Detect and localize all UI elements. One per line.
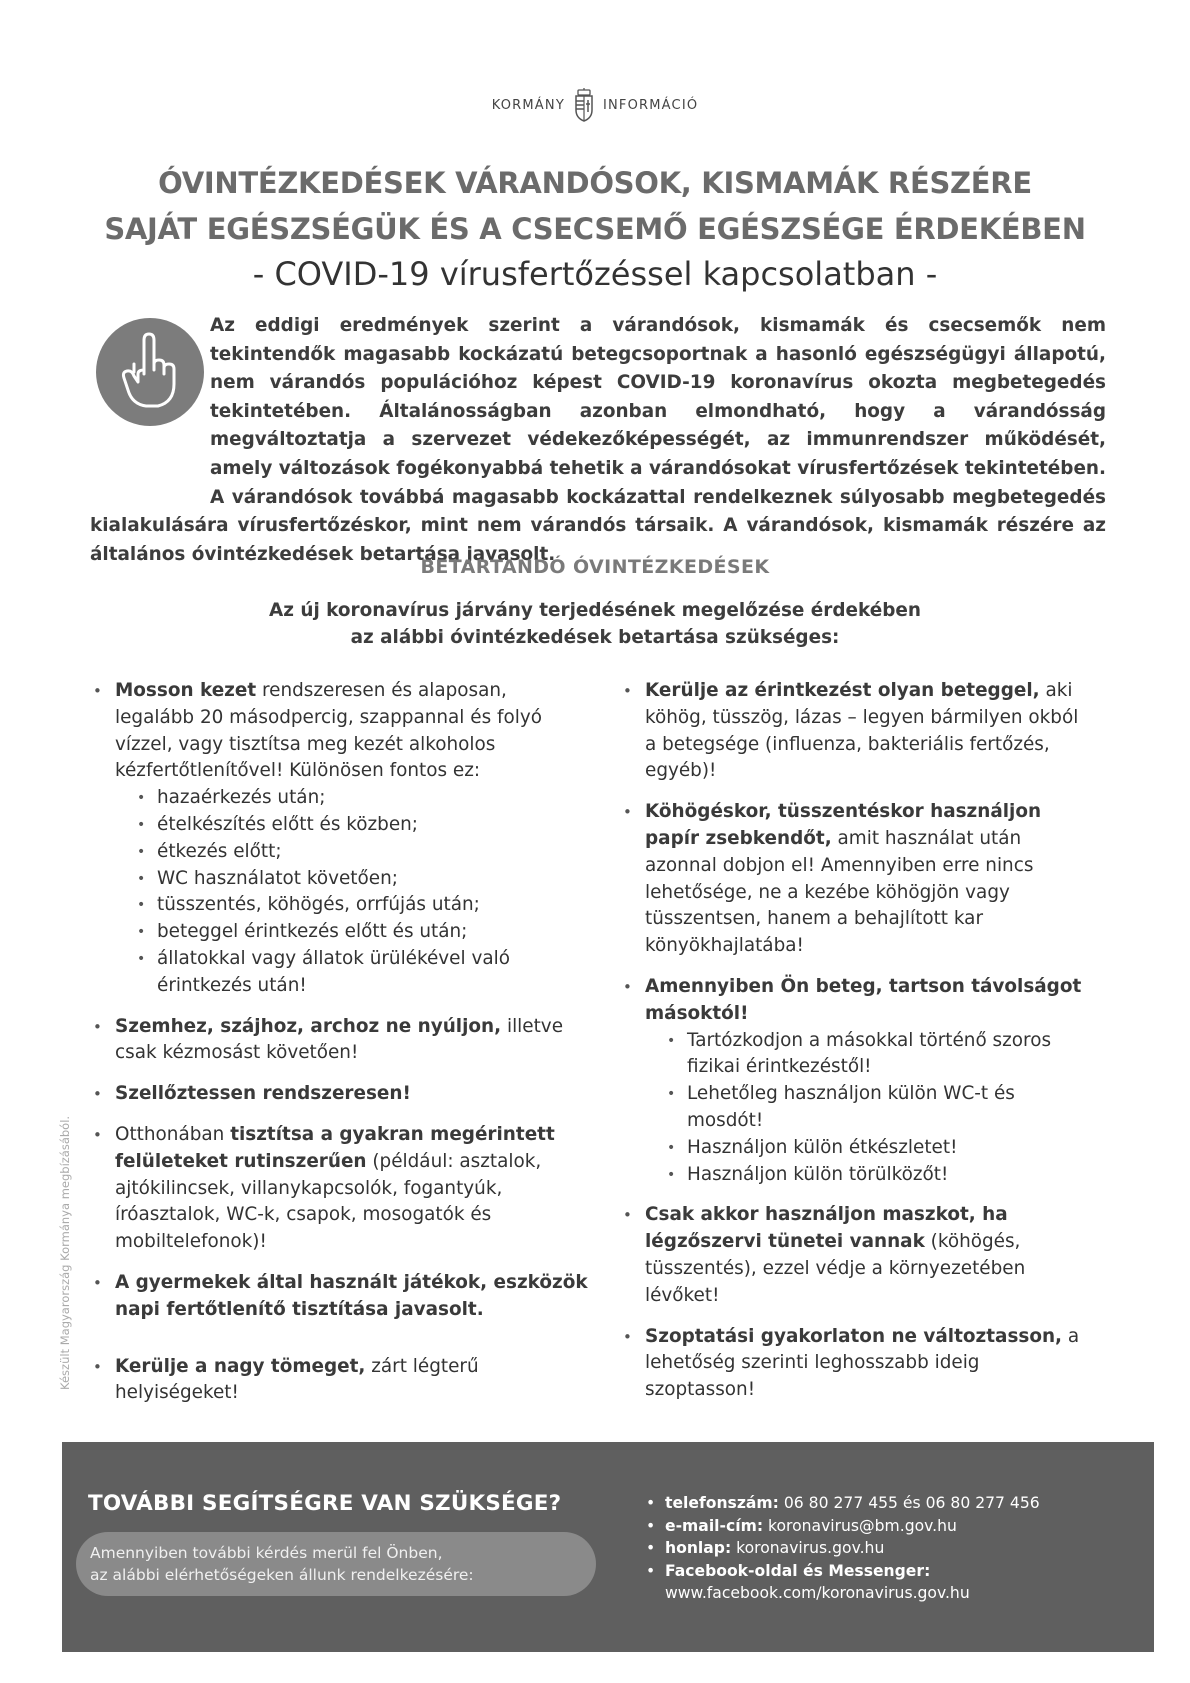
sub-list-item: • állatokkal vagy állatok ürülékével való érintkezés után! <box>135 946 590 1000</box>
cough-text: amit használat után azonnal dobjon el! Amennyiben erre nincs lehetősége, ne a kezébe köhögjön vagy tüsszentsen, hanem a behajlított kar könyökhajlatába! <box>645 827 1034 957</box>
sub-list-item: • beteggel érintkezés előtt és után; <box>135 919 590 946</box>
sub-list-item: • WC használatot követően; <box>135 866 590 893</box>
clean-text: (például: asztalok, ajtókilincsek, villanykapcsolók, fogantyúk, íróasztalok, WC-k, csapok, mosogatók és mobiltelefonok)! <box>115 1150 542 1253</box>
list-item <box>620 678 1095 785</box>
left-column <box>90 678 590 1421</box>
contact-facebook <box>644 1560 1144 1605</box>
handwash-text: rendszeresen és alaposan, legalább 20 másodpercig, szappannal és folyó vízzel, vagy tisztítsa meg kezét alkoholos kézfertőtlenítővel! Különösen fontos ez: <box>115 680 542 782</box>
list-item <box>90 1122 590 1256</box>
face-bold: Szemhez, szájhoz, archoz ne nyúljon, <box>115 1015 502 1037</box>
list-item <box>90 1014 590 1068</box>
web-link[interactable]: koronavirus.gov.hu <box>731 1539 885 1557</box>
sub-list-item: • Használjon külön étkészletet! <box>665 1135 1095 1162</box>
header-left-text: KORMÁNY <box>491 97 565 113</box>
facebook-label: Facebook-oldal és Messenger: <box>665 1561 931 1580</box>
footer-pill-text <box>90 1542 590 1586</box>
sub-list-item: • tüsszentés, köhögés, orrfújás után; <box>135 892 590 919</box>
section-subtitle <box>0 597 1190 651</box>
sub-list-item: • Tartózkodjon a másokkal történő szoros fizikai érintkezéstől! <box>665 1028 1095 1082</box>
list-item <box>620 799 1095 960</box>
ventilate-bold: Szellőztessen rendszeresen! <box>115 1083 411 1105</box>
facebook-link[interactable]: www.facebook.com/koronavirus.gov.hu <box>665 1584 970 1602</box>
side-note: Készült Magyarország Kormánya megbízásából. <box>58 1115 72 1390</box>
intro-icon-space <box>90 312 210 498</box>
sub-list-item: • hazaérkezés után; <box>135 785 590 812</box>
list-item <box>90 1081 590 1108</box>
list-item <box>90 1354 590 1408</box>
sub-list-item: • ételkészítés előtt és közben; <box>135 812 590 839</box>
title-subtitle: - COVID-19 vírusfertőzéssel kapcsolatban - <box>252 255 938 293</box>
title-line-2: SAJÁT EGÉSZSÉGÜK ÉS A CSECSEMŐ EGÉSZSÉGE ÉRDEKÉBEN <box>104 212 1086 246</box>
list-item <box>620 974 1095 1188</box>
web-label: honlap: <box>665 1539 732 1557</box>
footer-pill-line-1: Amennyiben további kérdés merül fel Önben, <box>90 1544 443 1562</box>
intro-text: Az eddigi eredmények szerint a várandósok, kismamák és csecsemők nem tekintendők magasabb kockázatú betegcsoportnak a hasonló egészségügyi állapotú, nem várandós populációhoz képest COVID-19 koronavírus okozta megbetegedés tekintetében. Általánosságban azonban elmondható, hogy a várandósság megváltoztatja a szervezet védekezőképességét, az immunrendszer működését, amely változások fogékonyabbá tehetik a várandósokat vírusfertőzések tekintetében. A várandósok továbbá magasabb kockázattal rendelkeznek súlyosabb megbetegedés kialakulására vírusfertőzéskor, mint nem várandós társaik. A várandósok, kismamák részére az általános óvintézkedések betartása javasolt. <box>90 315 1106 565</box>
footer-pill-line-2: az alábbi elérhetőségeken állunk rendelkezésére: <box>90 1566 474 1584</box>
face-text: illetve csak kézmosást követően! <box>115 1015 564 1064</box>
phone-value: 06 80 277 455 és 06 80 277 456 <box>778 1494 1040 1512</box>
sub-list-item: • Lehetőleg használjon külön WC-t és mosdót! <box>665 1081 1095 1135</box>
sub-list-item: • Használjon külön törülközőt! <box>665 1162 1095 1189</box>
contact-bold: Kerülje az érintkezést olyan beteggel, <box>645 680 1040 701</box>
header-right-text: INFORMÁCIÓ <box>602 97 699 113</box>
handwash-bold: Mosson kezet <box>115 680 257 701</box>
right-column <box>620 678 1095 1418</box>
contact-text: aki köhög, tüsszög, lázas – legyen bármilyen okból a betegsége (influenza, bakteriális fertőzés, egyéb)! <box>645 680 1079 782</box>
section-subtitle-line-2: az alábbi óvintézkedések betartása szükséges: <box>350 627 840 648</box>
contact-phone <box>644 1492 1144 1515</box>
sick-bold: Amennyiben Ön beteg, tartson távolságot másoktól! <box>645 975 1082 1024</box>
breastfeed-text: a lehetőség szerinti leghosszabb ideig szoptasson! <box>645 1325 1080 1401</box>
mask-bold: Csak akkor használjon maszkot, ha légzőszervi tünetei vannak <box>645 1204 1008 1253</box>
email-link[interactable]: koronavirus@bm.gov.hu <box>763 1516 957 1535</box>
list-item <box>620 1324 1095 1404</box>
crowd-bold: Kerülje a nagy tömeget, <box>115 1355 366 1377</box>
toys-bold: A gyermekek által használt játékok, eszközök napi fertőtlenítő tisztítása javasolt. <box>115 1271 588 1320</box>
phone-label: telefonszám: <box>665 1494 779 1512</box>
list-item <box>90 678 590 1000</box>
intro-paragraph <box>90 312 1106 569</box>
header <box>0 88 1190 122</box>
mask-text: (köhögés, tüsszentés), ezzel védje a környezetében lévőket! <box>645 1231 1026 1306</box>
contact-list <box>644 1492 1144 1605</box>
crowd-text: zárt légterű helyiségeket! <box>115 1355 479 1404</box>
breastfeed-bold: Szoptatási gyakorlaton ne változtasson, <box>645 1325 1063 1347</box>
footer-help-box <box>62 1442 1154 1652</box>
contact-web <box>644 1537 1144 1560</box>
clean-pre: Otthonában <box>115 1123 231 1145</box>
email-label: e-mail-cím: <box>665 1516 764 1535</box>
contact-email <box>644 1515 1144 1538</box>
clean-bold: tisztítsa a gyakran megérintett felületeket rutinszerűen <box>115 1123 555 1172</box>
list-item <box>620 1202 1095 1309</box>
list-item <box>90 1270 590 1324</box>
cough-bold: Köhögéskor, tüsszentéskor használjon papír zsebkendőt, <box>645 801 1042 849</box>
footer-title: TOVÁBBI SEGÍTSÉGRE VAN SZÜKSÉGE? <box>88 1491 562 1516</box>
page-title <box>70 160 1120 296</box>
title-line-1: ÓVINTÉZKEDÉSEK VÁRANDÓSOK, KISMAMÁK RÉSZÉRE <box>158 166 1032 200</box>
section-title: BETARTANDÓ ÓVINTÉZKEDÉSEK <box>420 556 770 578</box>
hungarian-crest-icon <box>573 88 595 122</box>
sub-list-item: • étkezés előtt; <box>135 839 590 866</box>
section-subtitle-line-1: Az új koronavírus járvány terjedésének megelőzése érdekében <box>269 600 921 621</box>
